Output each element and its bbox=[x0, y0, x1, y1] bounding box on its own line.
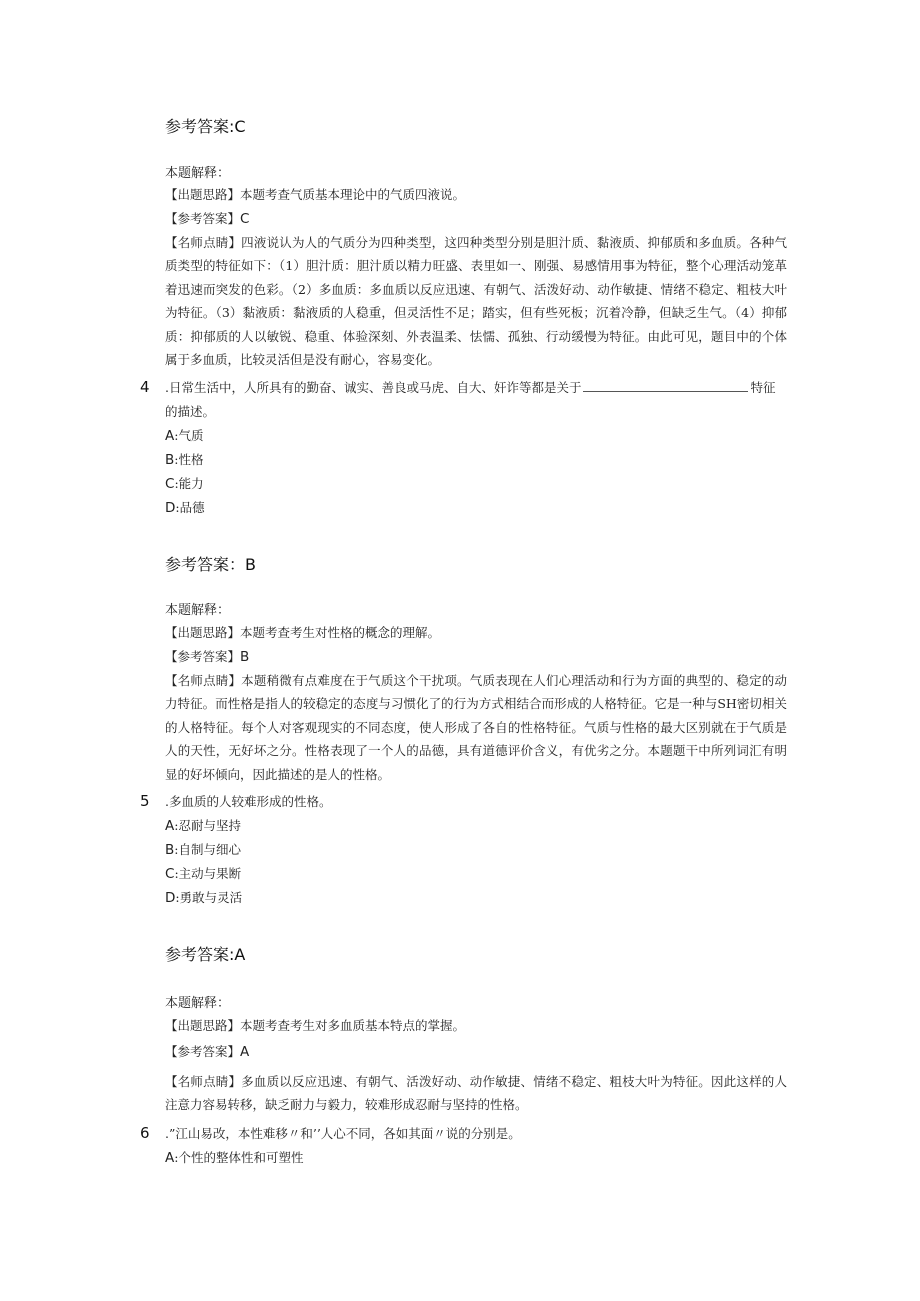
fill-blank bbox=[583, 379, 748, 392]
question-stem-4-cont: 的描述。 bbox=[165, 404, 216, 419]
option-d-q5[interactable]: D:勇敢与灵活 bbox=[165, 890, 243, 906]
ref-answer-value: A bbox=[240, 1044, 250, 1060]
ref-answer-label: 【参考答案】 bbox=[165, 211, 241, 226]
option-c-q5[interactable]: C:主动与果断 bbox=[165, 866, 242, 882]
ref-answer-value: B bbox=[240, 649, 250, 665]
option-c-q4[interactable]: C:能力 bbox=[165, 476, 204, 492]
ref-answer-label: 【参考答案】 bbox=[165, 1044, 241, 1059]
ref-answer-line-q4 bbox=[165, 645, 249, 669]
answer-heading-q3: 参考答案:C bbox=[165, 117, 246, 136]
question-number-4: 4 bbox=[140, 378, 150, 396]
option-d-q4[interactable]: D:品德 bbox=[165, 500, 205, 516]
stem-part-b: 特征 bbox=[750, 380, 776, 395]
option-b-q4[interactable]: B:性格 bbox=[165, 452, 204, 468]
ref-answer-line-q5 bbox=[165, 1040, 249, 1064]
idea-line-q5: 【出题思路】本题考查考生对多血质基本特点的掌握。 bbox=[165, 1018, 466, 1033]
answer-heading-q5: 参考答案:A bbox=[165, 945, 246, 964]
idea-line-q4: 【出题思路】本题考查考生对性格的概念的理解。 bbox=[165, 625, 441, 640]
explanation-title-q5: 本题解释： bbox=[165, 996, 231, 1011]
teacher-comment-q4: 【名师点睛】本题稍微有点难度在于气质这个干扰项。气质表现在人们心理活动和行为方面的典型的、稳定的动力特征。而性格是指人的较稳定的态度与习惯化了的行为方式相结合而形成的人格特征。它是一种与SH密切相关的人格特征。每个人对客观现实的不同态度，使人形成了各自的性格特征。气质与性格的最大区别就在于气质是人的天性，无好坏之分。性格表现了一个人的品德，具有道德评价含义，有优劣之分。本题题干中所列词汇有明显的好坏倾向，因此描述的是人的性格。 bbox=[165, 673, 787, 782]
teacher-comment-q3: 【名师点睛】四液说认为人的气质分为四种类型，这四种类型分别是胆汁质、黏液质、抑郁质和多血质。各种气质类型的特征如下：（1）胆汁质：胆汁质以精力旺盛、表里如一、刚强、易感情用事为特征，整个心理活动笼革着迅速而突发的色彩。（2）多血质：多血质以反应迅速、有朝气、活泼好动、动作敏捷、情绪不稳定、粗枝大叶为特征。（3）黏液质：黏液质的人稳重，但灵活性不足；踏实，但有些死板；沉着冷静，但缺乏生气。（4）抑郁质：抑郁质的人以敏锐、稳重、体验深刻、外表温柔、怯懦、孤独、行动缓慢为特征。由此可见，题目中的个体属于多血质，比较灵活但是没有耐心，容易变化。 bbox=[165, 235, 787, 368]
explanation-title-q4: 本题解释： bbox=[165, 603, 231, 618]
option-a-q5[interactable]: A:忍耐与坚持 bbox=[165, 818, 241, 834]
explanation-title-q3: 本题解释： bbox=[165, 166, 231, 181]
question-stem-6: .”江山易改，本性难移〃和’’人心不同，各如其面〃说的分别是。 bbox=[165, 1126, 521, 1141]
question-stem-5: .多血质的人较难形成的性格。 bbox=[165, 794, 332, 809]
teacher-comment-q5: 【名师点睛】多血质以反应迅速、有朝气、活泼好动、动作敏捷、情绪不稳定、粗枝大叶为特征。因此这样的人注意力容易转移，缺乏耐力与毅力，较难形成忍耐与坚持的性格。 bbox=[165, 1074, 787, 1113]
stem-part-a: .日常生活中，人所具有的勤奋、诚实、善良或马虎、自大、奸诈等都是关于 bbox=[165, 380, 582, 395]
ref-answer-label: 【参考答案】 bbox=[165, 649, 241, 664]
answer-heading-q4: 参考答案：B bbox=[165, 555, 256, 574]
ref-answer-value: C bbox=[240, 211, 250, 227]
idea-line-q3: 【出题思路】本题考查气质基本理论中的气质四液说。 bbox=[165, 187, 466, 202]
ref-answer-line-q3 bbox=[165, 207, 249, 231]
question-number-5: 5 bbox=[140, 792, 150, 810]
option-a-q6[interactable]: A:个性的整体性和可塑性 bbox=[165, 1150, 304, 1166]
option-a-q4[interactable]: A:气质 bbox=[165, 428, 204, 444]
option-b-q5[interactable]: B:自制与细心 bbox=[165, 842, 241, 858]
question-number-6: 6 bbox=[140, 1124, 150, 1142]
question-stem-4 bbox=[165, 376, 776, 399]
